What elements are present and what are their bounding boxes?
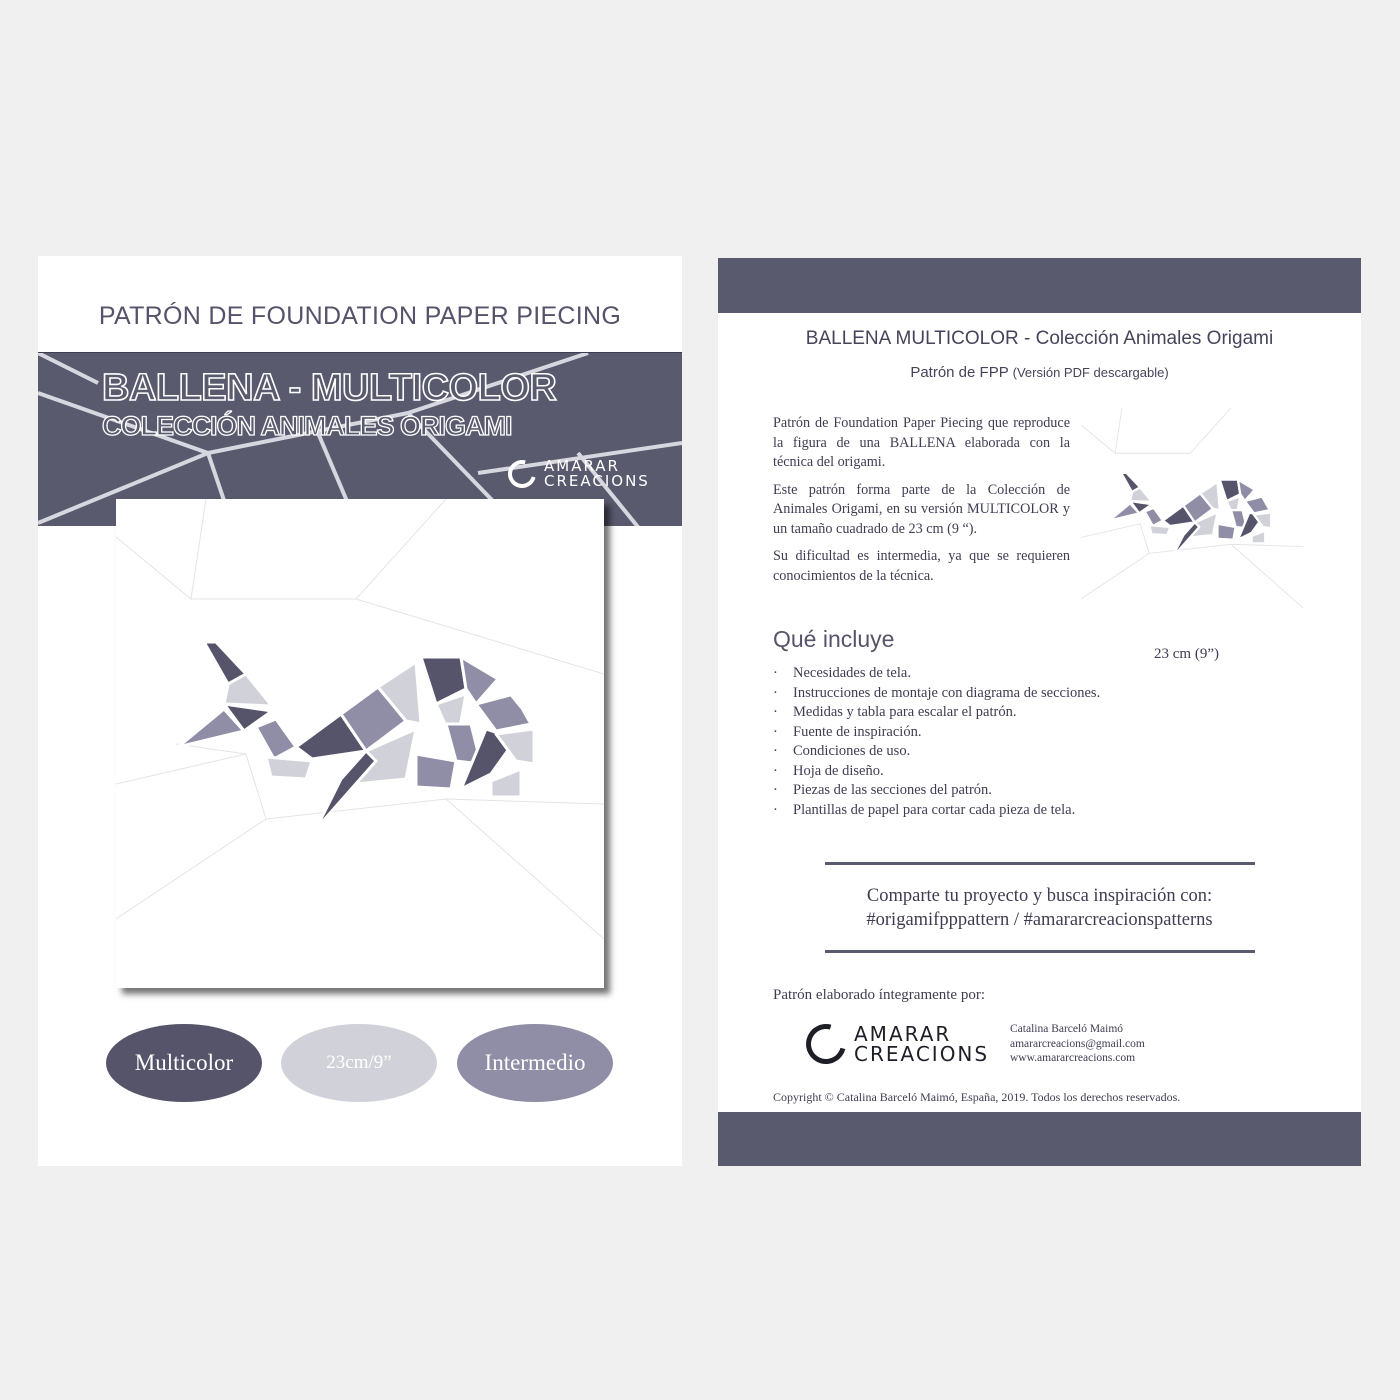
enso-circle-icon bbox=[503, 455, 541, 493]
tag-difficulty: Intermedio bbox=[457, 1024, 613, 1102]
copyright: Copyright © Catalina Barceló Maimó, España, 2019. Todos los derechos reservados. bbox=[773, 1090, 1181, 1104]
intro-paragraph: Patrón de Foundation Paper Piecing que reproduce la figura de una BALLENA elaborada con la técnica del origami. bbox=[773, 415, 1070, 470]
brand-name-line2: CREACIONS bbox=[544, 472, 650, 490]
front-heading: PATRÓN DE FOUNDATION PAPER PIECING bbox=[98, 302, 622, 330]
list-item: · Plantillas de papel para cortar cada pieza de tela. bbox=[773, 801, 1100, 821]
made-by-label: Patrón elaborado íntegramente por: bbox=[773, 987, 986, 1003]
author-name: Catalina Barceló Maimó bbox=[1010, 1023, 1124, 1035]
divider bbox=[825, 950, 1255, 953]
whale-illustration bbox=[116, 499, 604, 988]
back-title: BALLENA MULTICOLOR - Colección Animales Origami bbox=[805, 328, 1274, 349]
list-item: · Fuente de inspiración. bbox=[773, 723, 1100, 743]
top-band bbox=[718, 258, 1361, 313]
hashtags: #origamifpppattern / #amararcreacionspatterns bbox=[866, 910, 1213, 930]
intro-paragraph: Este patrón forma parte de la Colección de Animales Origami, en su versión MULTICOLOR y un tamaño cuadrado de 23 cm (9 “). bbox=[773, 481, 1070, 537]
includes-list bbox=[773, 664, 1100, 820]
front-cover bbox=[38, 256, 682, 1166]
intro-paragraph: Su dificultad es intermedia, ya que se requieren conocimientos de la técnica. bbox=[773, 548, 1070, 584]
intro-text bbox=[773, 414, 1070, 594]
brand-name bbox=[544, 459, 650, 489]
brand-name-line1: AMARAR bbox=[544, 457, 620, 475]
brand-logo bbox=[508, 459, 650, 489]
banner-title: BALLENA - MULTICOLOR bbox=[102, 367, 557, 409]
back-cover bbox=[718, 258, 1361, 1166]
size-label: 23 cm (9”) bbox=[1154, 646, 1219, 662]
back-subtitle bbox=[718, 364, 1361, 381]
list-item: · Instrucciones de montaje con diagrama de secciones. bbox=[773, 684, 1100, 704]
pattern-preview bbox=[116, 499, 604, 988]
contact-info bbox=[1010, 1022, 1145, 1066]
back-subtitle-main: Patrón de FPP bbox=[910, 364, 1009, 381]
list-item: · Necesidades de tela. bbox=[773, 664, 1100, 684]
enso-circle-icon bbox=[799, 1017, 854, 1072]
author-email: amararcreacions@gmail.com bbox=[1010, 1037, 1145, 1050]
brand-name bbox=[854, 1024, 989, 1064]
brand-logo bbox=[806, 1024, 989, 1064]
brand-name-line2: CREACIONS bbox=[854, 1042, 990, 1066]
list-item: · Condiciones de uso. bbox=[773, 742, 1100, 762]
author-website: www.amararcreacions.com bbox=[1010, 1052, 1136, 1064]
whale-thumbnail bbox=[1081, 407, 1303, 631]
share-text bbox=[718, 884, 1361, 932]
divider bbox=[825, 862, 1255, 865]
list-item: · Hoja de diseño. bbox=[773, 762, 1100, 782]
share-line: Comparte tu proyecto y busca inspiración con: bbox=[866, 886, 1213, 906]
banner-subtitle: COLECCIÓN ANIMALES ORIGAMI bbox=[102, 411, 512, 441]
list-item: · Medidas y tabla para escalar el patrón. bbox=[773, 703, 1100, 723]
back-subtitle-note: (Versión PDF descargable) bbox=[1012, 365, 1169, 380]
tag-size: 23cm/9” bbox=[281, 1024, 437, 1102]
bottom-band bbox=[718, 1112, 1361, 1166]
includes-heading: Qué incluye bbox=[773, 626, 895, 652]
list-item: · Piezas de las secciones del patrón. bbox=[773, 781, 1100, 801]
tag-multicolor: Multicolor bbox=[106, 1024, 262, 1102]
brand-name-line1: AMARAR bbox=[854, 1022, 952, 1046]
